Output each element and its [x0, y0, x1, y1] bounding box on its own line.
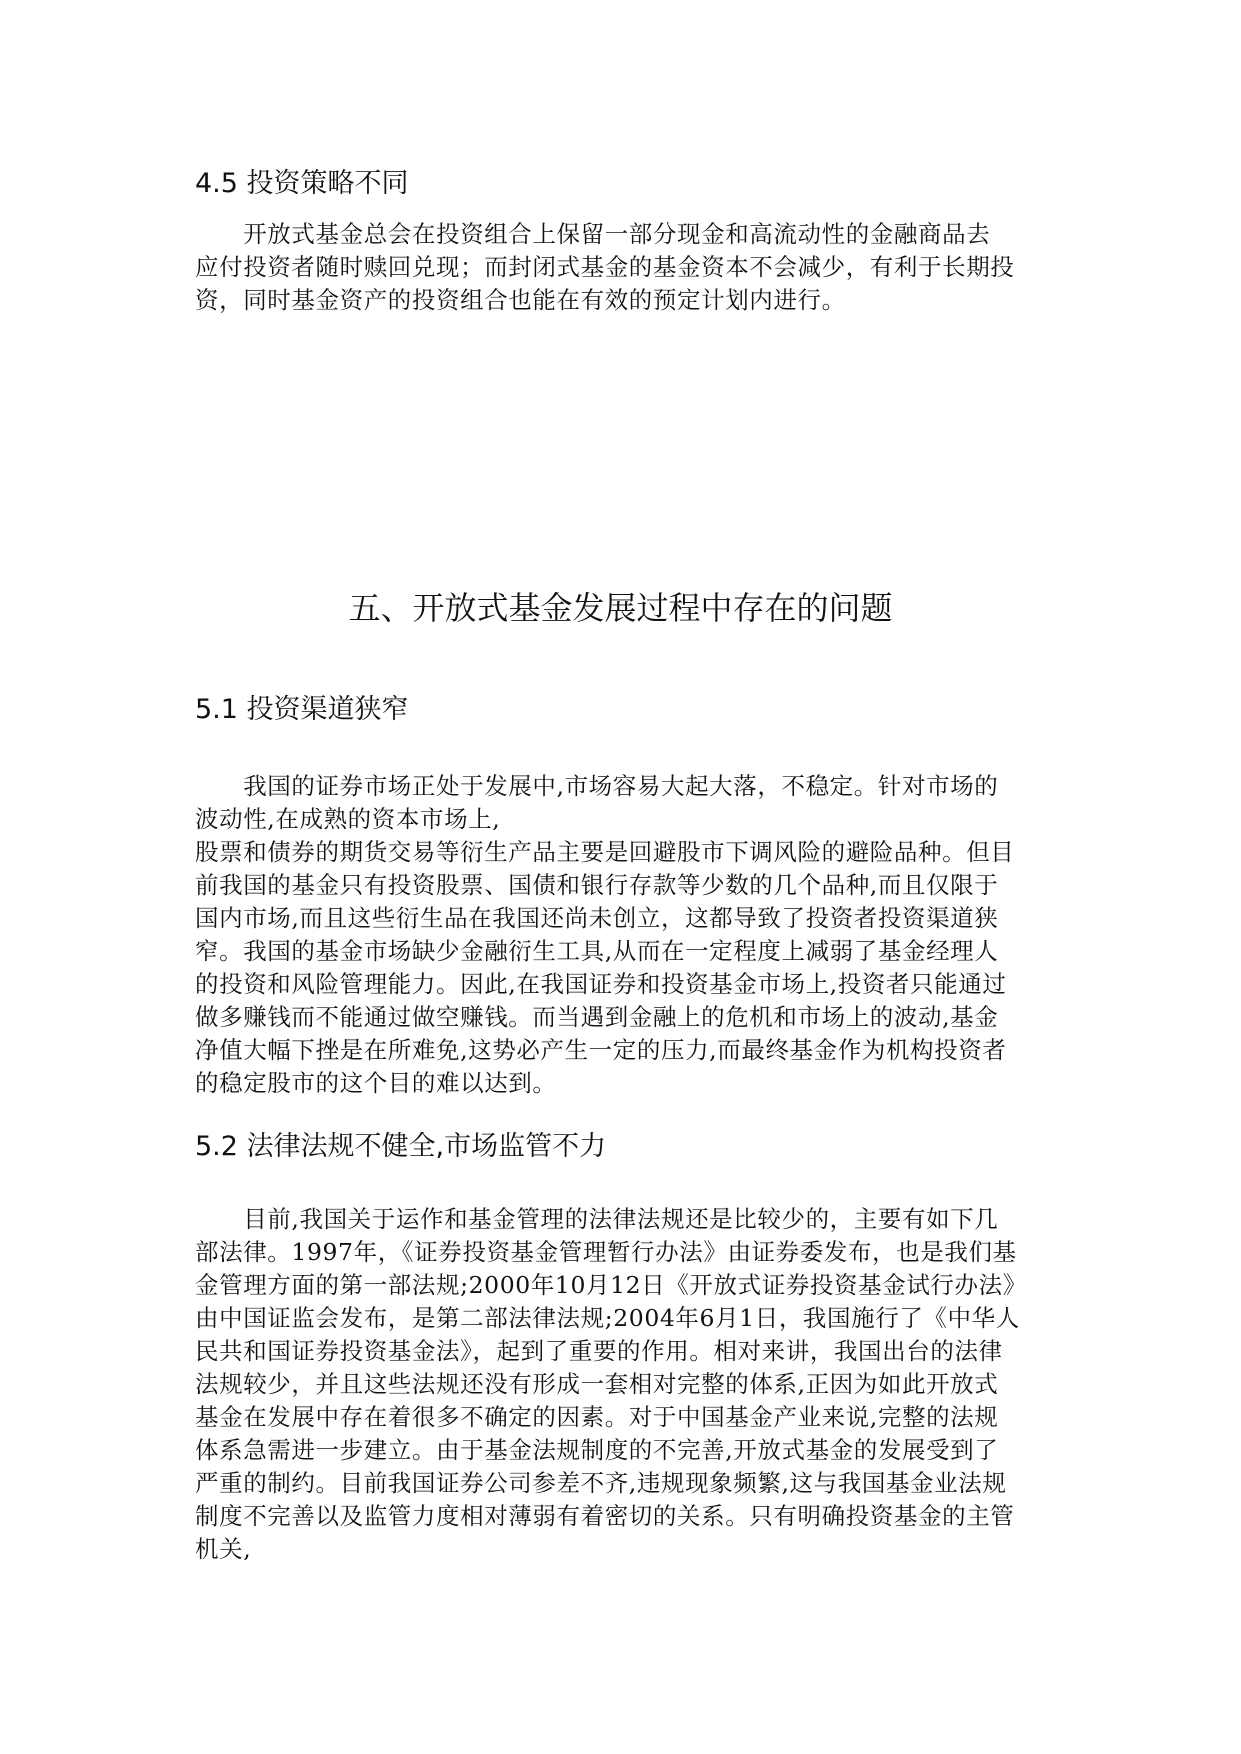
- paragraph-line: 应付投资者随时赎回兑现；而封闭式基金的基金资本不会减少，有利于长期投: [195, 253, 1015, 281]
- paragraph-line: 资，同时基金资产的投资组合也能在有效的预定计划内进行。: [195, 286, 846, 314]
- paragraph-line: 我国的证券市场正处于发展中,市场容易大起大落，不稳定。针对市场的: [195, 772, 999, 800]
- section-heading-4-5: 4.5 投资策略不同: [195, 168, 409, 199]
- paragraph-line: 严重的制约。目前我国证券公司参差不齐,违规现象频繁,这与我国基金业法规: [195, 1469, 1007, 1497]
- paragraph-line: 民共和国证券投资基金法》，起到了重要的作用。相对来讲，我国出台的法律: [195, 1337, 1003, 1365]
- paragraph-4-5: [195, 218, 1046, 317]
- paragraph-line: 股票和债券的期货交易等衍生产品主要是回避股市下调风险的避险品种。但目: [195, 838, 1015, 866]
- paragraph-line: 金管理方面的第一部法规;2000年10月12日《开放式证券投资基金试行办法》: [195, 1271, 1027, 1299]
- paragraph-line: 的稳定股市的这个目的难以达到。: [195, 1069, 557, 1097]
- paragraph-5-2: [195, 1203, 1046, 1566]
- paragraph-line: 部法律。1997年，《证券投资基金管理暂行办法》由证券委发布，也是我们基: [195, 1238, 1017, 1266]
- paragraph-line: 的投资和风险管理能力。因此,在我国证券和投资基金市场上,投资者只能通过: [195, 970, 1007, 998]
- paragraph-line: 目前,我国关于运作和基金管理的法律法规还是比较少的，主要有如下几: [195, 1205, 999, 1233]
- paragraph-line: 基金在发展中存在着很多不确定的因素。对于中国基金产业来说,完整的法规: [195, 1403, 999, 1431]
- paragraph-line: 窄。我国的基金市场缺少金融衍生工具,从而在一定程度上减弱了基金经理人: [195, 937, 999, 965]
- paragraph-line: 国内市场,而且这些衍生品在我国还尚未创立，这都导致了投资者投资渠道狭: [195, 904, 999, 932]
- paragraph-line: 波动性,在成熟的资本市场上,: [195, 805, 501, 833]
- paragraph-line: 法规较少，并且这些法规还没有形成一套相对完整的体系,正因为如此开放式: [195, 1370, 999, 1398]
- chapter-title-5: 五、开放式基金发展过程中存在的问题: [348, 589, 893, 627]
- paragraph-line: 做多赚钱而不能通过做空赚钱。而当遇到金融上的危机和市场上的波动,基金: [195, 1003, 999, 1031]
- paragraph-line: 由中国证监会发布，是第二部法律法规;2004年6月1日，我国施行了《中华人: [195, 1304, 1020, 1332]
- paragraph-line: 净值大幅下挫是在所难免,这势必产生一定的压力,而最终基金作为机构投资者: [195, 1036, 1007, 1064]
- paragraph-5-1: [195, 770, 1046, 1100]
- paragraph-line: 体系急需进一步建立。由于基金法规制度的不完善,开放式基金的发展受到了: [195, 1436, 999, 1464]
- section-heading-5-1: 5.1 投资渠道狭窄: [195, 694, 409, 725]
- paragraph-line: 制度不完善以及监管力度相对薄弱有着密切的关系。只有明确投资基金的主管: [195, 1502, 1015, 1530]
- section-heading-5-2: 5.2 法律法规不健全,市场监管不力: [195, 1131, 607, 1162]
- paragraph-line: 机关,: [195, 1535, 252, 1563]
- paragraph-line: 前我国的基金只有投资股票、国债和银行存款等少数的几个品种,而且仅限于: [195, 871, 999, 899]
- paragraph-line: 开放式基金总会在投资组合上保留一部分现金和高流动性的金融商品去: [195, 220, 991, 248]
